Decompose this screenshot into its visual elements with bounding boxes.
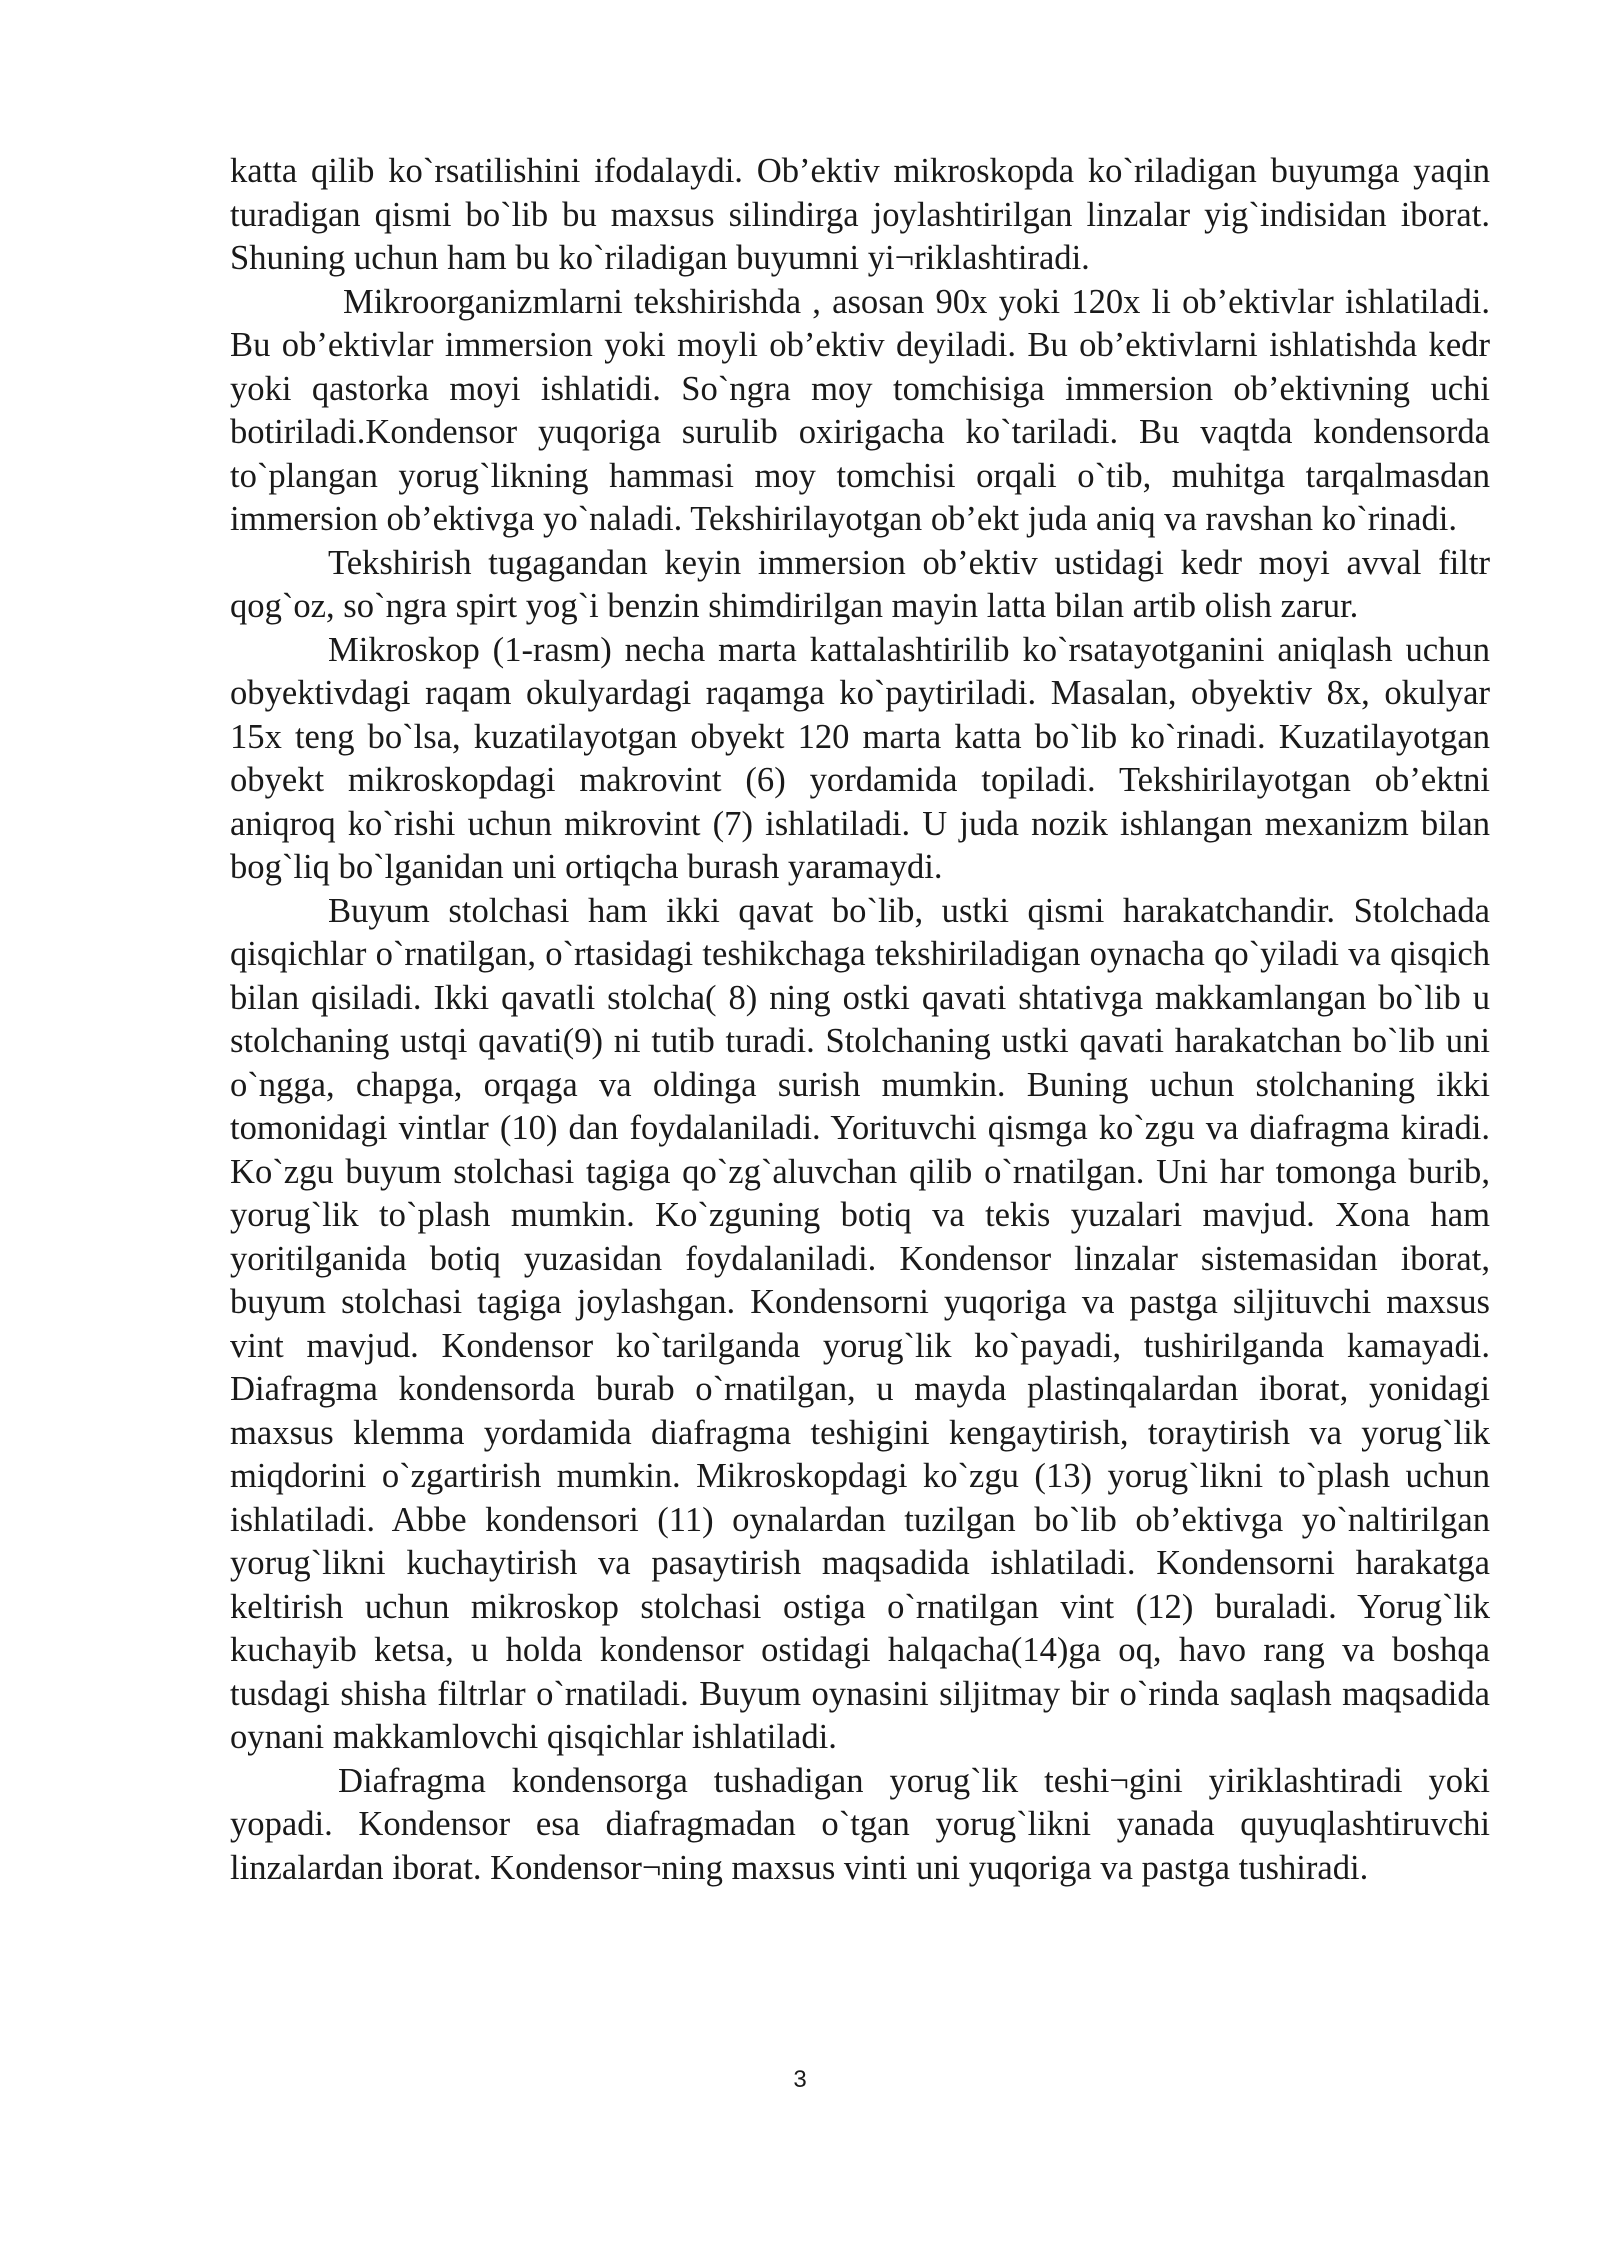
paragraph-continuation: katta qilib ko`rsatilishini ifodalaydi. Ob’ektiv mikroskopda ko`riladigan buyumga yaqin turadigan qismi bo`lib bu maxsus silindirga joylashtirilgan linzalar yig`indisidan iborat. Shuning uchun ham bu ko`riladigan buyumni yi¬riklashtiradi. [230,152,1490,277]
paragraph-immersion-objectives: Mikroorganizmlarni tekshirishda , asosan 90x yoki 120x li ob’ektivlar ishlatiladi. Bu ob’ektivlar immersion yoki moyli ob’ektiv deyiladi. Bu ob’ektivlarni ishlatishda kedr yoki qastorka moyi ishlatidi. So`ngra moy tomchisiga immersion ob’ektivning uchi botiriladi.Kondensor yuqoriga surulib oxirigacha ko`tariladi. Bu vaqtda kondensorda to`plangan yorug`likning hammasi moy tomchisi orqali o`tib, muhitga tarqalmasdan immersion ob’ektivga yo`naladi. Tekshirilayotgan ob’ekt juda aniq va ravshan ko`rinadi. [230,282,1490,538]
paragraph-magnification: Mikroskop (1-rasm) necha marta kattalashtirilib ko`rsatayotganini aniqlash uchun obyektivdagi raqam okulyardagi raqamga ko`paytiriladi. Masalan, obyektiv 8x, okulyar 15x teng bo`lsa, kuzatilayotgan obyekt 120 marta katta bo`lib ko`rinadi. Kuzatilayotgan obyekt mikroskopdagi makrovint (6) yordamida topiladi. Tekshirilayotgan ob’ektni aniqroq ko`rishi uchun mikrovint (7) ishlatiladi. U juda nozik ishlangan mexanizm bilan bog`liq bo`lganidan uni ortiqcha burash yaramaydi. [230,630,1490,886]
paragraph-stage: Buyum stolchasi ham ikki qavat bo`lib, ustki qismi harakatchandir. Stolchada qisqichlar o`rnatilgan, o`rtasidagi teshikchaga tekshiriladigan oynacha qo`yiladi va qisqich bilan qisiladi. Ikki qavatli stolcha( 8) ning ostki qavati shtativga makkamlangan bo`lib u stolchaning ustqi qavati(9) ni tutib turadi. Stolchaning ustki qavati harakatchan bo`lib uni o`ngga, chapga, orqaga va oldinga surish mumkin. Buning uchun stolchaning ikki tomonidagi vintlar (10) dan foydalaniladi. Yorituvchi qismga ko`zgu va diafragma kiradi. Ko`zgu buyum stolchasi tagiga qo`zg`aluvchan qilib o`rnatilgan. Uni har tomonga burib, yorug`lik to`plash mumkin. Ko`zguning botiq va tekis yuzalari mavjud. Xona ham yoritilganida botiq yuzasidan foydalaniladi. Kondensor linzalar sistemasidan iborat, buyum stolchasi tagiga joylashgan. Kondensorni yuqoriga va pastga siljituvchi maxsus vint mavjud. Kondensor ko`tarilganda yorug`lik ko`payadi, tushirilganda kamayadi. Diafragma kondensorda burab o`rnatilgan, u mayda plastinqalardan iborat, yonidagi maxsus klemma yordamida diafragma teshigini kengaytirish, toraytirish va yorug`lik miqdorini o`zgartirish mumkin. Mikroskopdagi ko`zgu (13) yorug`likni to`plash uchun ishlatiladi. Abbe kondensori (11) oynalardan tuzilgan bo`lib ob’ektivga yo`naltirilgan yorug`likni kuchaytirish va pasaytirish maqsadida ishlatiladi. Kondensorni harakatga keltirish uchun mikroskop stolchasi ostiga o`rnatilgan vint (12) buraladi. Yorug`lik kuchayib ketsa, u holda kondensor ostidagi halqacha(14)ga oq, havo rang va boshqa tusdagi shisha filtrlar o`rnatiladi. Buyum oynasini siljitmay bir o`rinda saqlash maqsadida oynani makkamlovchi qisqichlar ishlatiladi. [230,891,1490,1756]
paragraph-diaphragm: Diafragma kondensorga tushadigan yorug`lik teshi¬gini yiriklashtiradi yoki yopadi. Kondensor esa diafragmadan o`tgan yorug`likni yanada quyuqlashtiruvchi linzalardan iborat. Kondensor¬ning maxsus vinti uni yuqoriga va pastga tushiradi. [230,1761,1490,1887]
document-body [230,150,1490,1890]
page-number: 3 [793,2066,807,2093]
paragraph-cleaning: Tekshirish tugagandan keyin immersion ob’ektiv ustidagi kedr moyi avval filtr qog`oz, so`ngra spirt yog`i benzin shimdirilgan mayin latta bilan artib olish zarur. [230,543,1490,625]
